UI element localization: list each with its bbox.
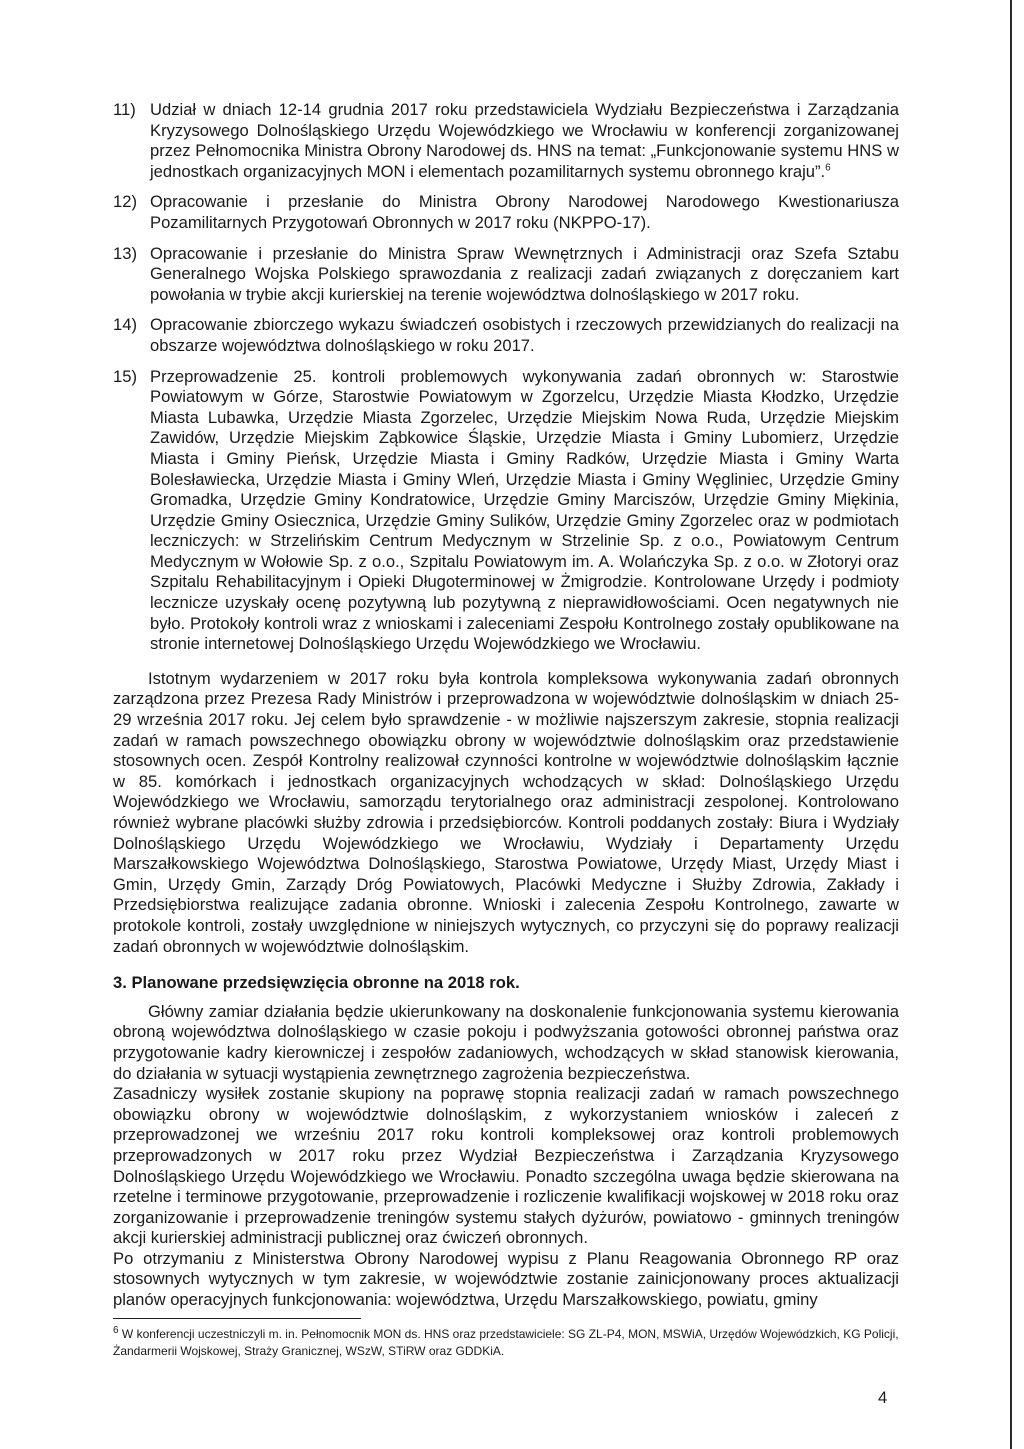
paragraph-comprehensive-inspection: Istotnym wydarzeniem w 2017 roku była kontrola kompleksowa wykonywania zadań obronnych zarządzona przez Prezesa Rady Ministrów i przeprowadzona w województwie dolnośląskim w dniach 25-29 września 2017 roku. Jej celem było sprawdzenie - w możliwie najszerszym zakresie, stopnia realizacji zadań w ramach powszechnego obowiązku obrony w województwie dolnośląskim oraz przedstawienie stosownych ocen. Zespół Kontrolny realizował czynności kontrolne w województwie dolnośląskim łącznie w 85. komórkach i jednostkach organizacyjnych wchodzących w skład: Dolnośląskiego Urzędu Wojewódzkiego we Wrocławiu, samorządu terytorialnego oraz administracji zespolonej. Kontrolowano również wybrane placówki służby zdrowia i przedsiębiorców. Kontroli poddanych zostały: Biura i Wydziały Dolnośląskiego Urzędu Wojewódzkiego we Wrocławiu, Wydziały i Departamenty Urzędu Marszałkowskiego Województwa Dolnośląskiego, Starostwa Powiatowe, Urzędy Miast, Urzędy Miast i Gmin, Urzędy Gmin, Zarządy Dróg Powiatowych, Placówki Medyczne i Służby Zdrowia, Zakłady i Przedsiębiorstwa realizujące zadania obronne. Wnioski i zalecenia Zespołu Kontrolnego, zawarte w protokole kontroli, zostały uwzględnione w niniejszych wytycznych, co przyczyni się do poprawy realizacji zadań obronnych w województwie dolnośląskim. [113, 668, 899, 956]
footnote [113, 1326, 899, 1360]
list-item-number: 13) [113, 243, 137, 263]
footnote-reference: 6 [825, 162, 831, 174]
footnote-divider [113, 1318, 361, 1319]
list-item [113, 315, 899, 356]
page-number: 4 [878, 1388, 888, 1407]
list-item-text: Opracowanie zbiorczego wykazu świadczeń osobistych i rzeczowych przewidzianych do realizacji na obszarze województwa dolnośląskiego w roku 2017. [150, 315, 899, 355]
list-item-text: Opracowanie i przesłanie do Ministra Spraw Wewnętrznych i Administracji oraz Szefa Sztabu Generalnego Wojska Polskiego sprawozdania z realizacji zadań związanych z doręczaniem kart powołania w trybie akcji kurierskiej na terenie województwa dolnośląskiego w 2017 roku. [150, 243, 899, 304]
plan-section [113, 1002, 899, 1311]
list-item [113, 192, 899, 233]
footnote-text: W konferencji uczestniczyli m. in. Pełnomocnik MON ds. HNS oraz przedstawiciele: SG ZL-P4, MON, MSWiA, Urzędów Wojewódzkich, KG Policji, Żandarmerii Wojskowej, Straży Granicznej, WSzW, STiRW oraz GDDKiA. [113, 1327, 899, 1358]
list-item-number: 11) [113, 100, 136, 119]
list-item-text: Udział w dniach 12-14 grudnia 2017 roku przedstawiciela Wydziału Bezpieczeństwa i Zarządzania Kryzysowego Dolnośląskiego Urzędu Wojewódzkiego we Wrocławiu w konferencji zorganizowanej przez Pełnomocnika Ministra Obrony Narodowej ds. HNS na temat: „Funkcjonowanie systemu HNS w jednostkach organizacyjnych MON i elementach pozamilitarnych systemu obronnego kraju”. [150, 100, 899, 181]
list-item [113, 100, 899, 182]
list-item-number: 12) [113, 192, 137, 212]
footnote-marker: 6 [113, 1325, 119, 1336]
scan-edge-line [1010, 0, 1012, 1449]
list-item [113, 244, 899, 306]
activity-list [113, 100, 899, 655]
section-heading: 3. Planowane przedsięwzięcia obronne na 2018 rok. [113, 973, 520, 993]
list-item-text: Przeprowadzenie 25. kontroli problemowych wykonywania zadań obronnych w: Starostwie Powiatowym w Górze, Starostwie Powiatowym w Zgorzelcu, Urzędzie Miasta Kłodzko, Urzędzie Miasta Lubawka, Urzędzie Miasta Zgorzelec, Urzędzie Miejskim Nowa Ruda, Urzędzie Miejskim Zawidów, Urzędzie Miejskim Ząbkowice Śląskie, Urzędzie Miasta i Gminy Lubomierz, Urzędzie Miasta i Gminy Pieńsk, Urzędzie Miasta i Gminy Radków, Urzędzie Miasta i Gminy Warta Bolesławiecka, Urzędzie Miasta i Gminy Wleń, Urzędzie Miasta i Gminy Węgliniec, Urzędzie Gminy Gromadka, Urzędzie Gminy Kondratowice, Urzędzie Gminy Marciszów, Urzędzie Gminy Miękinia, Urzędzie Gminy Osiecznica, Urzędzie Gminy Sulików, Urzędzie Gminy Zgorzelec oraz w podmiotach leczniczych: w Strzelińskim Centrum Medycznym w Strzelinie Sp. z o.o., Powiatowym Centrum Medycznym w Wołowie Sp. z o.o., Szpitalu Powiatowym im. A. Wolańczyka Sp. z o.o. w Złotoryi oraz Szpitalu Rehabilitacyjnym i Opieki Długoterminowej w Żmigrodzie. Kontrolowane Urzędy i podmioty lecznicze uzyskały ocenę pozytywną lub pozytywną z nieprawidłowościami. Ocen negatywnych nie było. Protokoły kontroli wraz z wnioskami i zaleceniami Zespołu Kontrolnego zostały opublikowane na stronie internetowej Dolnośląskiego Urzędu Wojewódzkiego we Wrocławiu. [150, 366, 899, 654]
list-item-number: 15) [113, 366, 137, 386]
page-content [113, 100, 899, 1311]
list-item-text: Opracowanie i przesłanie do Ministra Obrony Narodowej Narodowego Kwestionariusza Pozamilitarnych Przygotowań Obronnych w 2017 roku (NKPPO-17). [150, 192, 899, 232]
plan-paragraph: Główny zamiar działania będzie ukierunkowany na doskonalenie funkcjonowania systemu kierowania obroną województwa dolnośląskiego w czasie pokoju i podwyższania gotowości obronnej państwa oraz przygotowanie kadry kierowniczej i zespołów zadaniowych, wchodzących w skład stanowisk kierowania, do działania w sytuacji wystąpienia zewnętrznego zagrożenia bezpieczeństwa. [113, 1001, 899, 1083]
list-item [113, 367, 899, 655]
plan-paragraph: Po otrzymaniu z Ministerstwa Obrony Narodowej wypisu z Planu Reagowania Obronnego RP oraz stosownych wytycznych w tym zakresie, w województwie zostanie zainicjonowany proces aktualizacji planów operacyjnych funkcjonowania: województwa, Urzędu Marszałkowskiego, powiatu, gminy [113, 1248, 899, 1310]
list-item-number: 14) [113, 315, 137, 335]
plan-paragraph: Zasadniczy wysiłek zostanie skupiony na poprawę stopnia realizacji zadań w ramach powszechnego obowiązku obrony w województwie dolnośląskim, z wykorzystaniem wniosków i zaleceń z przeprowadzonej we wrześniu 2017 roku kontroli kompleksowej oraz kontroli problemowych przeprowadzonych w 2017 roku przez Wydział Bezpieczeństwa i Zarządzania Kryzysowego Dolnośląskiego Urzędu Wojewódzkiego we Wrocławiu. Ponadto szczególna uwaga będzie skierowana na rzetelne i terminowe przygotowanie, przeprowadzenie i rozliczenie kwalifikacji wojskowej w 2018 roku oraz zorganizowanie i przeprowadzenie treningów systemu stałych dyżurów, powiatowo - gminnych treningów akcji kurierskiej administracji publicznej oraz ćwiczeń obronnych. [113, 1084, 899, 1248]
